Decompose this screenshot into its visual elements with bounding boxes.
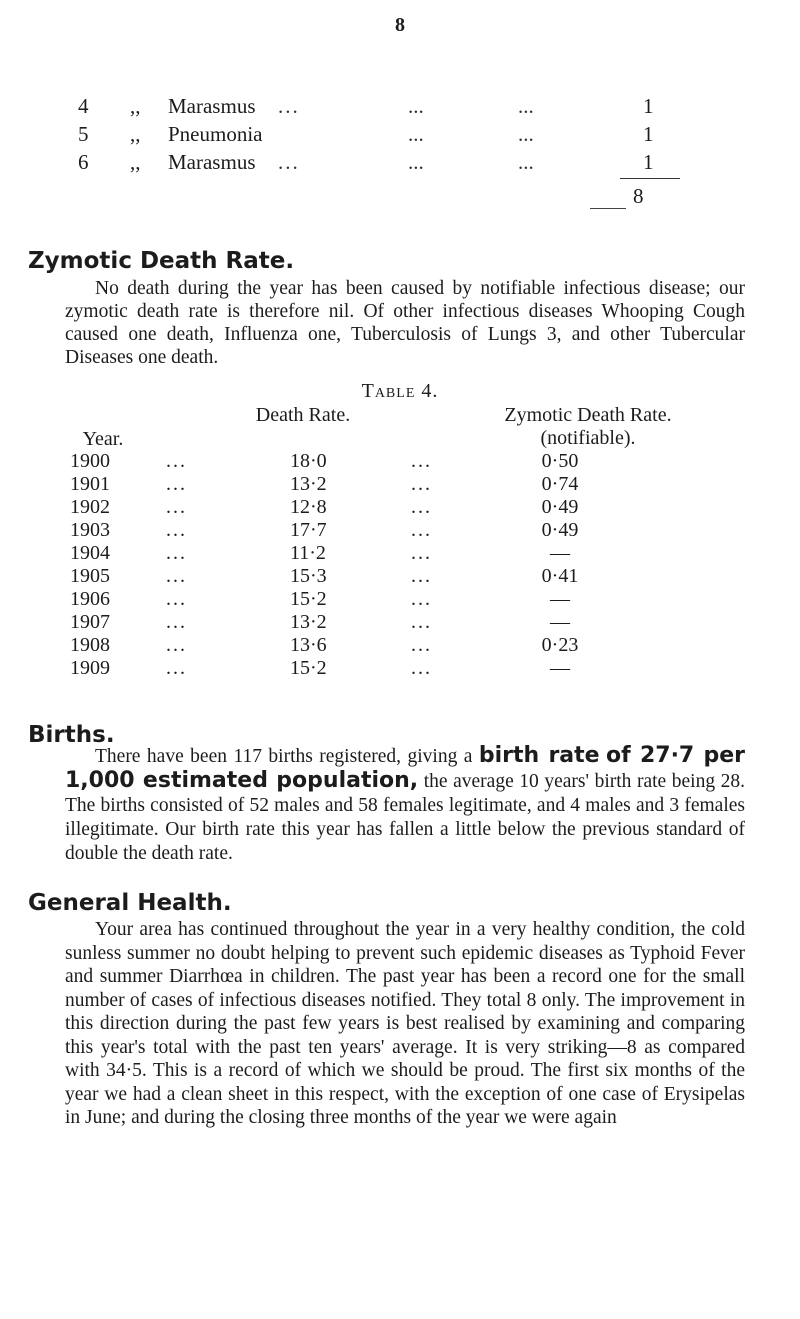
general-health-text: Your area has continued throughout the year in a very healthy condition, the cold sunless summer no doubt helping to prevent such epidemic diseases as Typhoid Fever and summer Diarrhœa in children. The past year has been a record one for the small number of cases of infectious diseases notified. They total 8 only. The improvement in this direction during the past few years is best realised by examining and comparing this year's total with the past ten years' average. It is very striking—8 as compared with 34·5. This is a record of which we should be proud. The first six months of the year we had a clean sheet in this respect, with the exception of one case of Erysipelas in June; and during the closing three months of the year we were again — [65, 919, 745, 1128]
leader-dots: ... — [166, 519, 187, 541]
leader-dots: ... — [518, 122, 534, 146]
ditto-mark: ,, — [130, 122, 141, 146]
cell-zymotic: — — [550, 611, 570, 633]
leader-dots: ... — [278, 94, 300, 118]
cell-death-rate: 12·8 — [290, 496, 327, 518]
cell-year: 1905 — [70, 565, 110, 587]
leader-dots: ... — [411, 657, 432, 679]
leader-dots: ... — [166, 611, 187, 633]
cell-zymotic: 0·74 — [541, 473, 579, 495]
cell-year: 1901 — [70, 473, 110, 495]
leader-dots: ... — [408, 94, 424, 118]
leader-dots: ... — [411, 588, 432, 610]
cell-death-rate: 17·7 — [290, 519, 327, 541]
list-item — [78, 92, 738, 120]
cell-death-rate: 13·2 — [290, 473, 327, 495]
table-row — [70, 657, 710, 680]
leader-dots: ... — [166, 588, 187, 610]
leader-dots: ... — [166, 657, 187, 679]
section-heading-births: Births. — [28, 722, 115, 748]
cause-label: Marasmus — [168, 94, 256, 118]
leader-dots: ... — [411, 450, 432, 472]
leader-dots: ... — [408, 122, 424, 146]
leader-dots: ... — [166, 565, 187, 587]
cell-death-rate: 13·6 — [290, 634, 327, 656]
cell-zymotic: — — [550, 588, 570, 610]
page-number: 8 — [395, 14, 405, 36]
cell-year: 1908 — [70, 634, 110, 656]
table-row — [70, 611, 710, 634]
table-row — [70, 588, 710, 611]
divider — [620, 178, 680, 179]
age-number: 4 — [78, 94, 89, 118]
general-health-paragraph — [65, 918, 745, 1130]
leader-dots: ... — [166, 450, 187, 472]
death-rate-table — [70, 450, 710, 680]
leader-dots: ... — [408, 150, 424, 174]
death-causes-list — [78, 92, 738, 176]
table-row — [70, 473, 710, 496]
cell-year: 1903 — [70, 519, 110, 541]
leader-dots: ... — [166, 496, 187, 518]
divider — [590, 208, 626, 209]
cell-death-rate: 18·0 — [290, 450, 327, 472]
cell-year: 1904 — [70, 542, 110, 564]
cell-death-rate: 15·3 — [290, 565, 327, 587]
cell-year: 1906 — [70, 588, 110, 610]
leader-dots: ... — [411, 611, 432, 633]
column-subheader-notifiable: (notifiable). — [540, 427, 636, 449]
section-heading-general-health: General Health. — [28, 890, 232, 916]
cell-death-rate: 15·2 — [290, 657, 327, 679]
column-header-death-rate: Death Rate. — [255, 404, 351, 426]
column-header-zymotic: Zymotic Death Rate. — [504, 404, 672, 426]
table-row — [70, 542, 710, 565]
leader-dots: ... — [518, 94, 534, 118]
births-paragraph — [65, 744, 745, 866]
cell-zymotic: 0·49 — [541, 496, 579, 518]
cell-death-rate: 11·2 — [290, 542, 326, 564]
table-row — [70, 634, 710, 657]
age-number: 6 — [78, 150, 89, 174]
cell-death-rate: 13·2 — [290, 611, 327, 633]
list-item — [78, 120, 738, 148]
leader-dots: ... — [411, 542, 432, 564]
leader-dots: ... — [278, 150, 300, 174]
table-caption: Table 4. — [361, 380, 439, 402]
leader-dots: ... — [411, 473, 432, 495]
cause-label: Marasmus — [168, 150, 256, 174]
cell-year: 1907 — [70, 611, 110, 633]
cell-death-rate: 15·2 — [290, 588, 327, 610]
cell-zymotic: 0·23 — [541, 634, 579, 656]
table-row — [70, 496, 710, 519]
ditto-mark: ,, — [130, 150, 141, 174]
cell-year: 1900 — [70, 450, 110, 472]
cause-label: Pneumonia — [168, 122, 263, 146]
zymotic-paragraph — [65, 277, 745, 369]
births-text-a: There have been 117 births registered, giving a — [95, 746, 479, 767]
total-count: 8 — [633, 184, 644, 208]
cause-count: 1 — [643, 150, 654, 174]
birth-rate-emphasis: birth rate — [478, 743, 600, 768]
cell-zymotic: 0·50 — [541, 450, 579, 472]
leader-dots: ... — [411, 634, 432, 656]
column-header-year: Year. — [82, 428, 124, 450]
cell-zymotic: 0·49 — [541, 519, 579, 541]
leader-dots: ... — [166, 634, 187, 656]
table-row — [70, 450, 710, 473]
cell-zymotic: — — [550, 542, 570, 564]
leader-dots: ... — [518, 150, 534, 174]
cell-zymotic: — — [550, 657, 570, 679]
birth-rate-figure: of 27·7 per 1,000 estimated population, — [65, 743, 745, 793]
section-heading-zymotic: Zymotic Death Rate. — [28, 248, 295, 274]
leader-dots: ... — [411, 496, 432, 518]
ditto-mark: ,, — [130, 94, 141, 118]
table-row — [70, 565, 710, 588]
leader-dots: ... — [166, 473, 187, 495]
cause-count: 1 — [643, 122, 654, 146]
cell-zymotic: 0·41 — [541, 565, 579, 587]
leader-dots: ... — [411, 519, 432, 541]
leader-dots: ... — [166, 542, 187, 564]
list-item — [78, 148, 738, 176]
table-row — [70, 519, 710, 542]
cause-count: 1 — [643, 94, 654, 118]
leader-dots: ... — [411, 565, 432, 587]
births-text-b: the average 10 years' birth rate being 28. The births consisted of 52 males and 58 females legitimate, and 4 males and 3 females illegitimate. Our birth rate this year has fallen a little below the previous standard of double the death rate. — [65, 771, 745, 864]
cell-year: 1909 — [70, 657, 110, 679]
cell-year: 1902 — [70, 496, 110, 518]
age-number: 5 — [78, 122, 89, 146]
zymotic-text: No death during the year has been caused by notifiable infectious disease; our zymotic death rate is therefore nil. Of other infectious diseases Whooping Cough caused one death, Influenza one, Tuberculosis of Lungs 3, and other Tubercular Diseases one death. — [65, 278, 745, 368]
